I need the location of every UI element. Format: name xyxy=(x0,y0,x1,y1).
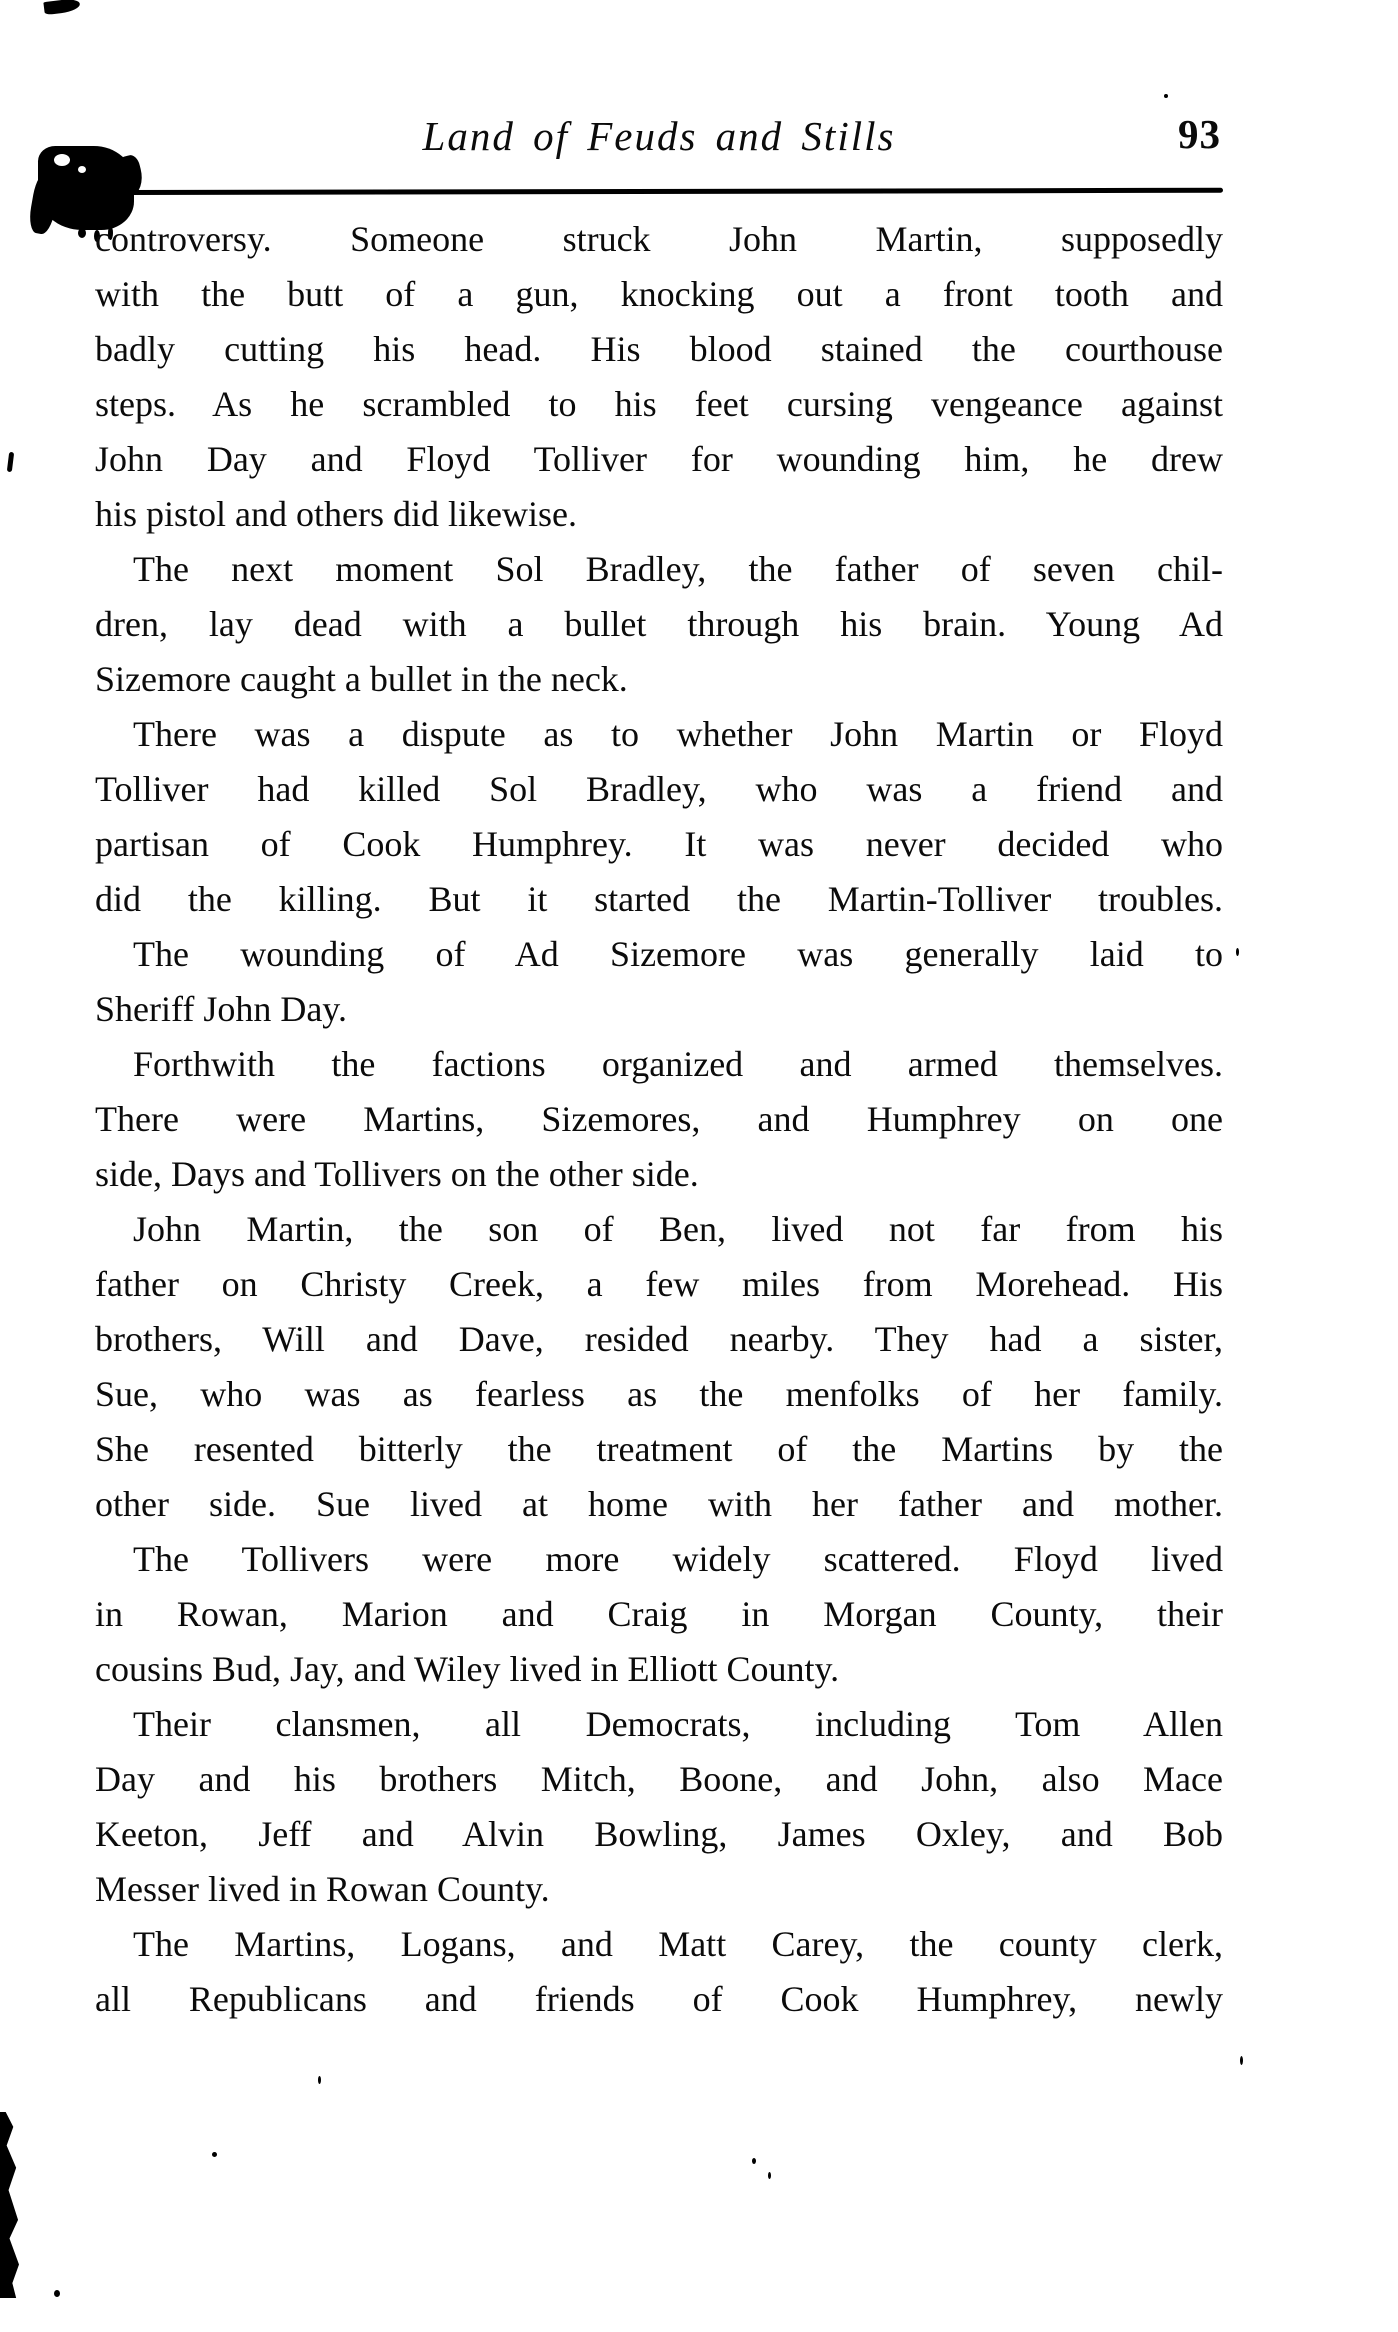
text-line: partisan of Cook Humphrey. It was never decided who xyxy=(95,824,1223,864)
page-number: 93 xyxy=(1178,111,1221,157)
scan-margin-tick xyxy=(7,452,14,472)
text-line: all Republicans and friends of Cook Humphrey, newly xyxy=(95,1979,1223,2019)
text-line: other side. Sue lived at home with her father and mother. xyxy=(95,1484,1223,1524)
header-rule xyxy=(42,188,1223,195)
scan-speck xyxy=(768,2172,771,2179)
scan-speck xyxy=(54,2290,60,2297)
scan-speck xyxy=(1236,948,1239,956)
text-line: John Martin, the son of Ben, lived not far from his xyxy=(133,1209,1223,1249)
text-line: The next moment Sol Bradley, the father of seven chil- xyxy=(133,549,1223,589)
text-line: She resented bitterly the treatment of the Martins by the xyxy=(95,1429,1223,1469)
text-line: The Tollivers were more widely scattered. Floyd lived xyxy=(133,1539,1223,1579)
text-line: Keeton, Jeff and Alvin Bowling, James Oxley, and Bob xyxy=(95,1814,1223,1854)
text-line: did the killing. But it started the Martin-Tolliver troubles. xyxy=(95,879,1223,919)
text-line: Sheriff John Day. xyxy=(95,989,347,1029)
text-line: Their clansmen, all Democrats, including Tom Allen xyxy=(133,1704,1223,1744)
text-line: in Rowan, Marion and Craig in Morgan County, their xyxy=(95,1594,1223,1634)
scan-speck xyxy=(1164,94,1168,98)
text-line: side, Days and Tollivers on the other side. xyxy=(95,1154,699,1194)
text-line: John Day and Floyd Tolliver for wounding him, he drew xyxy=(95,439,1223,479)
text-line: There was a dispute as to whether John Martin or Floyd xyxy=(133,714,1223,754)
page-title: Land of Feuds and Stills xyxy=(422,113,896,159)
text-line: The Martins, Logans, and Matt Carey, the county clerk, xyxy=(133,1924,1223,1964)
text-line: Messer lived in Rowan County. xyxy=(95,1869,550,1909)
text-line: cousins Bud, Jay, and Wiley lived in Elliott County. xyxy=(95,1649,840,1689)
scan-speck xyxy=(318,2076,321,2084)
scan-speck xyxy=(752,2158,756,2164)
text-line: steps. As he scrambled to his feet cursing vengeance against xyxy=(95,384,1223,424)
text-line: Day and his brothers Mitch, Boone, and John, also Mace xyxy=(95,1759,1223,1799)
text-line: Tolliver had killed Sol Bradley, who was a friend and xyxy=(95,769,1223,809)
body-text xyxy=(95,212,1223,2027)
text-line: badly cutting his head. His blood stained the courthouse xyxy=(95,329,1223,369)
text-line: Forthwith the factions organized and armed themselves. xyxy=(133,1044,1223,1084)
text-line: controversy. Someone struck John Martin, supposedly xyxy=(95,219,1223,259)
text-line: dren, lay dead with a bullet through his brain. Young Ad xyxy=(95,604,1223,644)
text-line: his pistol and others did likewise. xyxy=(95,494,577,534)
text-line: father on Christy Creek, a few miles from Morehead. His xyxy=(95,1264,1223,1304)
text-line: The wounding of Ad Sizemore was generally laid to xyxy=(133,934,1223,974)
text-line: brothers, Will and Dave, resided nearby. They had a sister, xyxy=(95,1319,1223,1359)
text-line: There were Martins, Sizemores, and Humphrey on one xyxy=(95,1099,1223,1139)
scan-speck xyxy=(78,228,86,238)
text-line: Sizemore caught a bullet in the neck. xyxy=(95,659,628,699)
running-head xyxy=(95,112,1223,170)
text-line: Sue, who was as fearless as the menfolks of her family. xyxy=(95,1374,1223,1414)
scan-speck xyxy=(212,2152,217,2157)
scan-speck xyxy=(1240,2056,1243,2065)
scan-edge-streak xyxy=(0,2112,19,2298)
text-line: with the butt of a gun, knocking out a front tooth and xyxy=(95,274,1223,314)
scan-corner-mark xyxy=(43,0,80,15)
